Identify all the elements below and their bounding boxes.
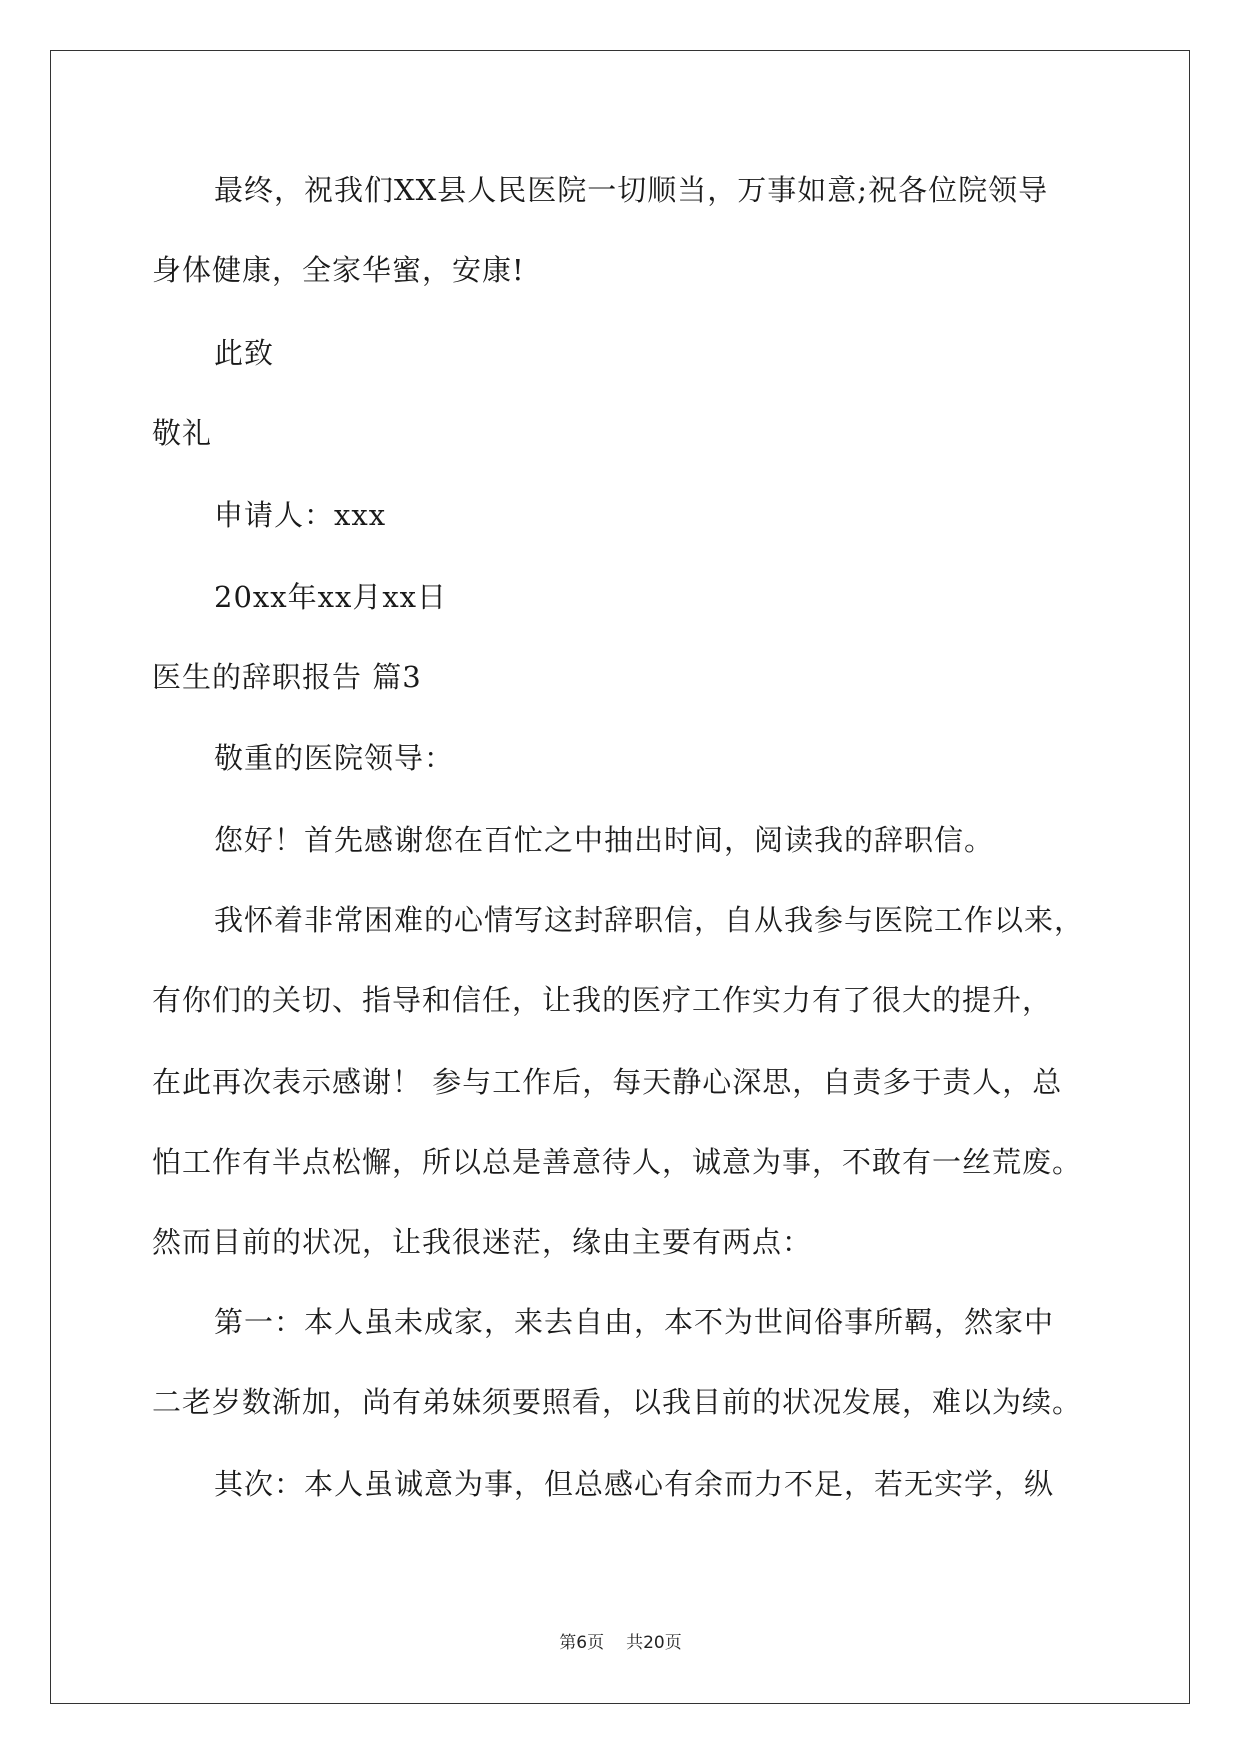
paragraph-line: 在此再次表示感谢！ 参与工作后，每天静心深思，自责多于责人，总 [152, 1065, 1063, 1099]
paragraph-line: 二老岁数渐加，尚有弟妹须要照看，以我目前的状况发展，难以为续。 [152, 1385, 1083, 1419]
page-border [50, 50, 1190, 1704]
page-footer [0, 1628, 1241, 1653]
paragraph-line: 有你们的关切、指导和信任，让我的医疗工作实力有了很大的提升， [152, 983, 1053, 1017]
paragraph-line: 身体健康，全家华蜜，安康! [152, 253, 525, 287]
section-heading: 医生的辞职报告 篇3 [152, 660, 422, 694]
paragraph-line: 然而目前的状况，让我很迷茫，缘由主要有两点： [152, 1225, 813, 1259]
page-total: 共20页 [626, 1633, 682, 1653]
applicant-signature: 申请人：xxx [214, 498, 387, 532]
letter-date: 20xx年xx月xx日 [214, 580, 448, 614]
paragraph-line: 其次：本人虽诚意为事，但总感心有余而力不足，若无实学，纵 [214, 1467, 1055, 1501]
closing-salutation: 此致 [214, 336, 275, 370]
paragraph-line: 怕工作有半点松懈，所以总是善意待人，诚意为事，不敢有一丝荒废。 [152, 1145, 1083, 1179]
paragraph-line: 最终，祝我们XX县人民医院一切顺当，万事如意;祝各位院领导 [214, 173, 1049, 207]
page-number: 第6页 [559, 1633, 605, 1653]
paragraph-line: 您好！首先感谢您在百忙之中抽出时间，阅读我的辞职信。 [214, 823, 995, 857]
paragraph-line: 第一：本人虽未成家，来去自由，本不为世间俗事所羁，然家中 [214, 1305, 1055, 1339]
closing-regards: 敬礼 [152, 416, 213, 450]
paragraph-line: 我怀着非常困难的心情写这封辞职信，自从我参与医院工作以来， [214, 903, 1085, 937]
letter-greeting: 敬重的医院领导： [214, 741, 455, 775]
